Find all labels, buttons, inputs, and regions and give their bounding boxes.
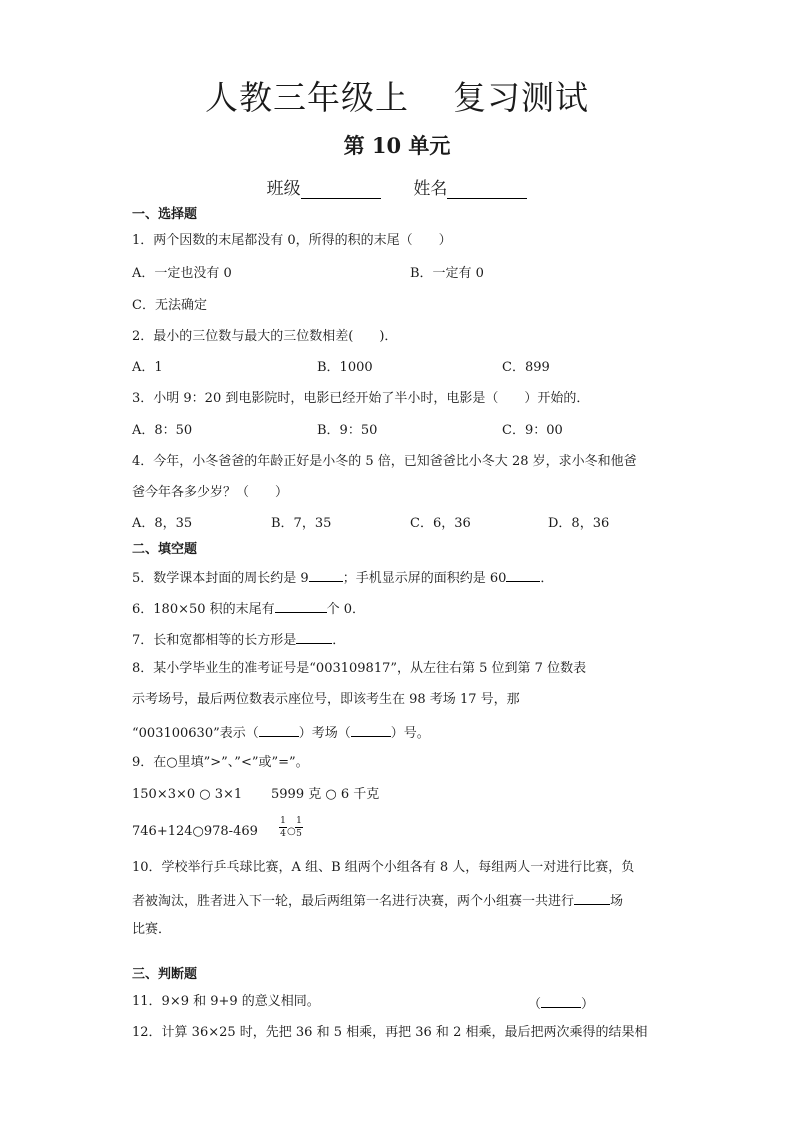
- q11-paren-right: ）: [581, 997, 595, 1012]
- q9-compare-c[interactable]: 746+124○978-469: [132, 824, 258, 839]
- q11-blank[interactable]: [541, 993, 581, 1008]
- q4-option-a[interactable]: A．8，35: [132, 516, 193, 531]
- q10-text-1: 者被淘汰，胜者进入下一轮，最后两组第一名进行决赛，两个小组赛一共进行: [132, 894, 575, 909]
- q9-compare-a[interactable]: 150×3×0 ○ 3×1: [132, 787, 243, 802]
- question-10-line-1: 10．学校举行乒乓球比赛，A 组、B 组两个小组各有 8 人，每组两人一对进行比赛，负: [132, 860, 635, 875]
- question-10-line-2: [132, 890, 623, 911]
- unit-heading: 第 10 单元: [343, 133, 451, 158]
- question-8-line-3: [132, 722, 430, 743]
- section-true-false: 三、判断题: [132, 967, 198, 982]
- class-blank[interactable]: [301, 180, 381, 199]
- q9-fraction-2: [295, 816, 303, 839]
- q11-answer-box[interactable]: [528, 993, 594, 1014]
- q6-text-2: 个 0．: [326, 602, 366, 617]
- q8-text-3: ）号。: [390, 726, 430, 741]
- q7-text-2: ．: [332, 633, 346, 648]
- name-label: 姓名: [413, 179, 448, 199]
- title-grade: 人教三年级上: [205, 78, 409, 117]
- q7-blank[interactable]: [296, 629, 332, 644]
- q3-option-c[interactable]: C．9：00: [502, 423, 563, 438]
- name-blank[interactable]: [447, 180, 527, 199]
- section-choice: 一、选择题: [132, 207, 198, 222]
- class-label: 班级: [266, 179, 301, 199]
- q5-text-1: 5．数学课本封面的周长约是 9: [132, 571, 309, 586]
- student-info: [0, 174, 794, 199]
- question-8-line-1: 8．某小学毕业生的准考证号是“003109817”，从左往右第 5 位到第 7 位数表: [132, 661, 587, 676]
- question-4-line-1: 4．今年，小冬爸爸的年龄正好是小冬的 5 倍，已知爸爸比小冬大 28 岁，求小冬和他爸: [132, 454, 637, 469]
- page-title: [0, 72, 794, 119]
- q10-blank[interactable]: [574, 890, 610, 905]
- q1-option-b[interactable]: B．一定有 0: [410, 266, 484, 281]
- question-10-line-3: 比赛．: [132, 922, 172, 937]
- question-8-line-2: 示考场号，最后两位数表示座位号，即该考生在 98 考场 17 号，那: [132, 692, 520, 707]
- question-9: 9．在○里填”>”、”<”或”=”。: [132, 755, 309, 770]
- question-6: [132, 598, 365, 619]
- q3-option-a[interactable]: A．8：50: [132, 423, 193, 438]
- section-fill-blank: 二、填空题: [132, 542, 198, 557]
- q7-text-1: 7．长和宽都相等的长方形是: [132, 633, 297, 648]
- q3-option-b[interactable]: B．9：50: [317, 423, 378, 438]
- q8-text-1: “003100630”表示（: [132, 726, 259, 741]
- q2-option-c[interactable]: C．899: [502, 360, 550, 375]
- question-5: [132, 567, 553, 588]
- title-test: 复习测试: [453, 78, 589, 117]
- q9-compare-d-circle[interactable]: ○: [287, 826, 296, 837]
- q5-blank-1[interactable]: [309, 567, 343, 582]
- q9-fraction-1-num: 1: [280, 816, 286, 826]
- q8-blank-seat[interactable]: [351, 722, 391, 737]
- q4-option-c[interactable]: C．6，36: [410, 516, 471, 531]
- q4-option-d[interactable]: D．8，36: [548, 516, 610, 531]
- q9-fraction-2-num: 1: [296, 816, 302, 826]
- q6-blank[interactable]: [275, 598, 327, 613]
- q11-paren-left: （: [528, 997, 542, 1012]
- question-2: 2．最小的三位数与最大的三位数相差( )．: [132, 329, 398, 344]
- q9-compare-b[interactable]: 5999 克 ○ 6 千克: [271, 787, 380, 802]
- q8-blank-room[interactable]: [259, 722, 299, 737]
- q9-fraction-2-den: 5: [296, 829, 302, 839]
- question-11: 11．9×9 和 9+9 的意义相同。: [132, 994, 320, 1009]
- q6-text-1: 6．180×50 积的末尾有: [132, 602, 275, 617]
- q1-option-a[interactable]: A．一定也没有 0: [132, 266, 232, 281]
- question-4-line-2: 爸今年各多少岁？（ ）: [132, 485, 289, 500]
- question-3: 3．小明 9：20 到电影院时，电影已经开始了半小时，电影是（ ）开始的．: [132, 391, 590, 406]
- q5-text-3: ．: [540, 571, 554, 586]
- q5-blank-2[interactable]: [506, 567, 540, 582]
- q2-option-b[interactable]: B．1000: [317, 360, 373, 375]
- q9-fraction-1: [279, 816, 287, 839]
- q10-text-2: 场: [610, 894, 624, 909]
- q5-text-2: ；手机显示屏的面积约是 60: [342, 571, 507, 586]
- q4-option-b[interactable]: B．7，35: [271, 516, 332, 531]
- question-12: 12．计算 36×25 时，先把 36 和 5 相乘，再把 36 和 2 相乘，最后把两次乘得的结果相: [132, 1025, 648, 1040]
- question-7: [132, 629, 345, 650]
- q2-option-a[interactable]: A．1: [132, 360, 163, 375]
- question-1: 1．两个因数的末尾都没有 0，所得的积的末尾（ ）: [132, 233, 452, 248]
- q8-text-2: ）考场（: [298, 726, 351, 741]
- q9-fraction-1-den: 4: [280, 829, 286, 839]
- q1-option-c[interactable]: C．无法确定: [132, 298, 207, 313]
